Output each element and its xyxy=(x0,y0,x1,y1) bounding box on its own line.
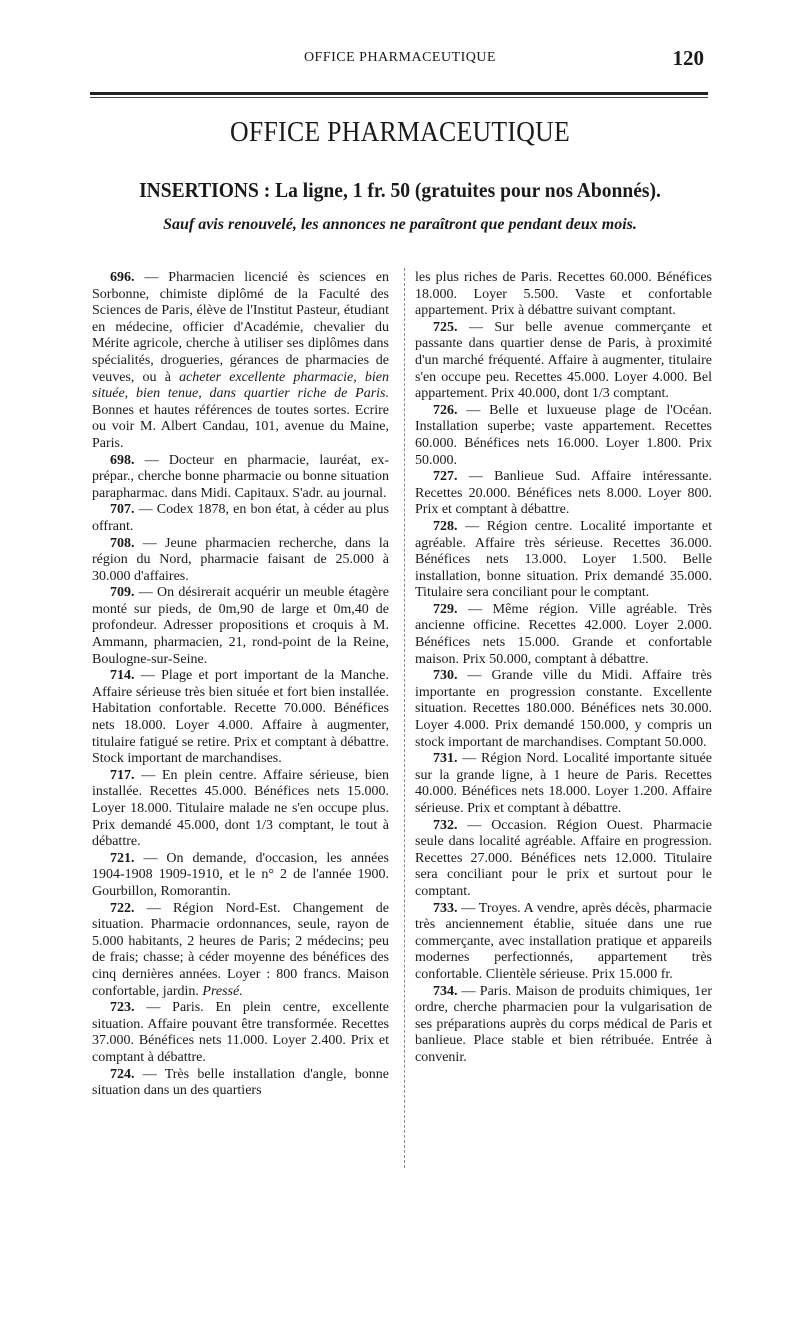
ad-text: — Pharmacien licencié ès sciences en Sorbonne, chimiste diplômé de la Faculté des Sciences de Paris, élève de l'Institut Pasteur, étudiant en médecine, officier d'Académie, chevalier du Mérite agricole, cherche à utiliser ses diplômes dans spécialités, drogueries, gérances de pharmacies de veuves, ou à xyxy=(92,270,389,385)
right-column xyxy=(415,270,712,1067)
classified-ad xyxy=(92,901,389,1001)
ad-text: — Banlieue Sud. Affaire intéressante. Recettes 20.000. Bénéfices nets 8.000. Loyer 800. Prix et comptant à débattre. xyxy=(415,469,712,518)
ad-text: — Très belle installation d'angle, bonne situation dans un des quartiers xyxy=(92,1066,389,1099)
ad-number: 723. xyxy=(110,1000,135,1016)
ad-number: 722. xyxy=(110,900,135,916)
ad-text: — Région centre. Localité importante et agréable. Affaire très sérieuse. Recettes 36.000. Bénéfices nets 13.000. Loyer 1.500. Belle installation, bonne situation. Prix demandé 35.000. Titulaire sera conciliant pour le comptant. xyxy=(415,518,712,601)
classified-ad xyxy=(92,453,389,503)
ad-number: 726. xyxy=(433,402,458,418)
left-column xyxy=(92,270,389,1100)
ad-number: 732. xyxy=(433,817,458,833)
ad-number: 724. xyxy=(110,1066,135,1082)
ad-number: 729. xyxy=(433,601,458,617)
ad-number: 733. xyxy=(433,900,458,916)
notice: Sauf avis renouvelé, les annonces ne paraîtront que pendant deux mois. xyxy=(163,216,637,233)
ad-number: 731. xyxy=(433,751,458,767)
classified-ad xyxy=(92,536,389,586)
classified-ad xyxy=(92,851,389,901)
ad-number: 727. xyxy=(433,469,458,485)
ad-number: 717. xyxy=(110,767,135,783)
insertions-line: INSERTIONS : La ligne, 1 fr. 50 (gratuites pour nos Abonnés). xyxy=(139,178,661,202)
page-title: OFFICE PHARMACEUTIQUE xyxy=(230,117,570,148)
ad-number: 728. xyxy=(433,518,458,534)
classified-ad xyxy=(415,818,712,901)
classified-ad xyxy=(415,469,712,519)
classified-ad xyxy=(415,602,712,668)
ad-text: — Sur belle avenue commerçante et passante dans quartier dense de Paris, à proximité d'un marché fréquenté. Affaire à augmenter, titulaire s'en occupe peu. Recettes 45.000. Loyer 4.000. Bel appartement. Prix 40.000, dont 1/3 comptant. xyxy=(415,319,712,402)
ad-text: — Paris. En plein centre, excellente situation. Affaire pouvant être transformée. Recettes 37.000. Bénéfices nets 11.000. Loyer 2.400. Prix et comptant à débattre. xyxy=(92,1000,389,1065)
classified-ad xyxy=(92,668,389,768)
ad-number: 730. xyxy=(433,668,458,684)
ad-text-italic: Pressé. xyxy=(202,983,243,999)
classified-ad xyxy=(415,751,712,817)
ad-text: les plus riches de Paris. Recettes 60.000. Bénéfices 18.000. Loyer 5.500. Vaste et confortable appartement. Prix à débattre suivant comptant. xyxy=(415,270,712,319)
header-rule-thin xyxy=(90,97,708,98)
classified-ad xyxy=(92,502,389,535)
classified-ad xyxy=(415,984,712,1067)
classified-ad xyxy=(92,768,389,851)
ad-number: 698. xyxy=(110,452,135,468)
ad-text: — Grande ville du Midi. Affaire très importante en progression constante. Excellente situation. Recettes 180.000. Bénéfices nets 30.000. Loyer 4.000. Prix demandé 150.000, y compris un stock important de marchandises. Comptant 50.000. xyxy=(415,668,712,750)
ad-number: 714. xyxy=(110,668,135,684)
ad-text: — Troyes. A vendre, après décès, pharmacie très anciennement établie, située dans une rue commerçante, avec installation pratique et appareils modernes perfectionnés, appartement très confortable. Clientèle sérieuse. Prix 15.000 fr. xyxy=(415,900,712,982)
classified-ad xyxy=(415,320,712,403)
ad-number: 725. xyxy=(433,319,458,335)
header-rule-thick xyxy=(90,92,708,95)
classified-ad xyxy=(415,270,712,320)
ad-text: — Docteur en pharmacie, lauréat, ex-prépar., cherche bonne pharmacie ou bonne situation parapharmac. dans Midi. Capitaux. S'adr. au journal. xyxy=(92,452,389,501)
ad-text: — Belle et luxueuse plage de l'Océan. Installation superbe; vaste appartement. Recettes 60.000. Bénéfices nets 16.000. Loyer 1.800. Prix 50.000. xyxy=(415,402,712,468)
ad-text: — On désirerait acquérir un meuble étagère monté sur pieds, de 0m,90 de large et 0m,40 de profondeur. Adresser propositions et croquis à M. Ammann, pharmacien, 21, rond-point de la Reine, Boulogne-sur-Seine. xyxy=(92,585,389,667)
ad-text: — Jeune pharmacien recherche, dans la région du Nord, pharmacie faisant de 25.000 à 30.000 d'affaires. xyxy=(92,535,389,584)
classified-ad xyxy=(92,270,389,453)
ad-text: — Paris. Maison de produits chimiques, 1er ordre, cherche pharmacien pour la vulgarisation de ses préparations auprès du corps médical de Paris et banlieue. Place stable et bien rétribuée. Entrée à convenir. xyxy=(415,983,712,1065)
ad-number: 707. xyxy=(110,502,135,518)
ad-text: — Plage et port important de la Manche. Affaire sérieuse très bien située et fort bien installée. Habitation confortable. Recette 70.000. Bénéfices nets 18.000. Loyer 4.000. Affaire à augmenter, titulaire fatigué se retire. Prix et comptant à débattre. Stock important de marchandises. xyxy=(92,668,389,767)
classified-ad xyxy=(415,668,712,751)
ad-text: — On demande, d'occasion, les années 1904-1908 1909-1910, et le n° 2 de l'année 1900. Gourbillon, Romorantin. xyxy=(92,850,389,899)
classified-ad xyxy=(92,1067,389,1100)
ad-number: 696. xyxy=(110,270,135,285)
ad-text-italic: acheter excellente pharmacie, bien située, bien tenue, dans quartier riche de Paris. xyxy=(92,369,389,402)
running-head xyxy=(0,48,800,72)
ad-text: — Région Nord-Est. Changement de situation. Pharmacie ordonnances, seule, rayon de 5.000 habitants, 2 heures de Paris; 2 médecins; peu de frais; chasse; à céder moyenne des bénéfices des cinq dernières années. Loyer : 800 francs. Maison confortable, jardin. xyxy=(92,900,389,999)
classified-ad xyxy=(415,403,712,469)
ad-text: — Région Nord. Localité importante située sur la grande ligne, à 1 heure de Paris. Recettes 40.000. Bénéfices nets 18.000. Loyer 1.200. Affaire sérieuse. Prix et comptant à débattre. xyxy=(415,751,712,816)
classified-ad xyxy=(92,585,389,668)
ad-number: 734. xyxy=(433,983,458,999)
ad-text-after: Bonnes et hautes références de toutes sortes. Ecrire ou voir M. Albert Candau, 101, avenue du Maine, Paris. xyxy=(92,402,389,451)
classified-ad xyxy=(415,519,712,602)
column-divider xyxy=(404,268,405,1168)
ad-text: — Codex 1878, en bon état, à céder au plus offrant. xyxy=(92,502,389,534)
ad-text: — Même région. Ville agréable. Très ancienne officine. Recettes 42.000. Loyer 2.000. Bénéfices nets 15.000. Grande et confortable maison. Prix 50.000, comptant à débattre. xyxy=(415,601,712,667)
ad-text: — Occasion. Région Ouest. Pharmacie seule dans localité agréable. Affaire en progression. Recettes 27.000. Bénéfices nets 12.000. Titulaire sera conciliant pour le prix et surtout pour le comptant. xyxy=(415,817,712,899)
ad-text: — En plein centre. Affaire sérieuse, bien installée. Recettes 45.000. Bénéfices nets 15.000. Loyer 18.000. Titulaire malade ne s'en occupe plus. Prix demandé 45.000, dont 1/3 comptant, le tout à débattre. xyxy=(92,767,389,850)
running-title: OFFICE PHARMACEUTIQUE xyxy=(303,50,497,65)
ad-number: 721. xyxy=(110,850,135,866)
page-number: 120 xyxy=(672,46,704,70)
ad-number: 709. xyxy=(110,585,135,601)
classified-ad xyxy=(92,1000,389,1066)
classified-ad xyxy=(415,901,712,984)
ad-number: 708. xyxy=(110,535,135,551)
